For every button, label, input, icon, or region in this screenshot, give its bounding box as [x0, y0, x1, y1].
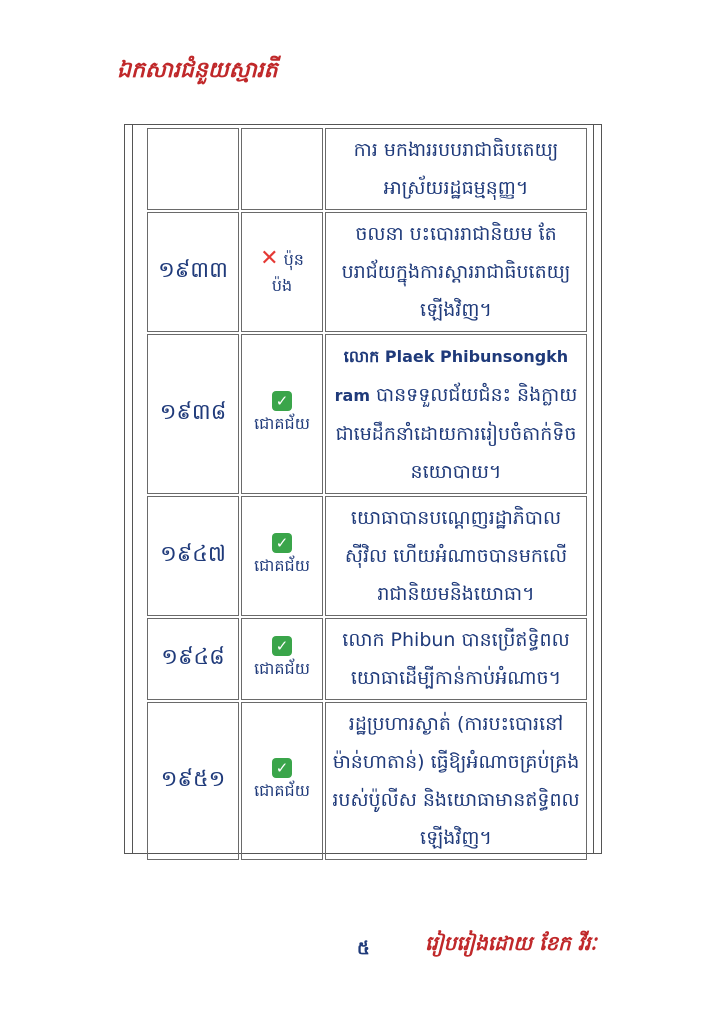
status-cell [241, 702, 323, 860]
year-cell: ១៩៥១ [147, 702, 239, 860]
description-text: បានទទួលជ័យជំនះ និងក្លាយជាមេដឹកនាំដោយការរៀបចំតាក់ទិចនយោបាយ។ [335, 384, 578, 483]
description-cell: ការ មកងាររបបរាជាធិបតេយ្យអាស្រ័យរដ្ឋធម្មនុញ្ញ។ [325, 128, 587, 210]
status-cell [241, 496, 323, 616]
status-label: ជោគជ័យ [254, 659, 310, 678]
status-label-line2: ប៉ង [271, 275, 293, 295]
year-cell: ១៩៤៨ [147, 618, 239, 700]
table-row [147, 618, 587, 700]
check-mark-icon: ✓ [272, 758, 292, 778]
table-row [147, 496, 587, 616]
status-cell [241, 618, 323, 700]
document-title: ឯកសារជំនួយស្មារតី [117, 57, 278, 83]
description-cell: យោធាបានបណ្តេញរដ្ឋាភិបាលស៊ីវិល ហើយអំណាចបានមកលើរាជានិយមនិងយោធា។ [325, 496, 587, 616]
status-cell [241, 334, 323, 494]
year-cell [147, 128, 239, 210]
frame-line-left [132, 124, 133, 854]
history-table [145, 126, 589, 862]
status-label: ជោគជ័យ [254, 556, 310, 575]
description-cell: ចលនា បះបោររាជានិយម តែបរាជ័យក្នុងការស្តាររាជាធិបតេយ្យឡើងវិញ។ [325, 212, 587, 332]
status-label: ជោគជ័យ [254, 781, 310, 800]
check-mark-icon: ✓ [272, 533, 292, 553]
year-cell: ១៩៤៧ [147, 496, 239, 616]
year-cell: ១៩៣៣ [147, 212, 239, 332]
description-cell: រដ្ឋប្រហារស្ងាត់ (ការបះបោរនៅម៉ាន់ហាតាន់) ធ្វើឱ្យអំណាចគ្រប់គ្រងរបស់ប៉ូលីស និងយោធាមានឥទ្ធិពលឡើងវិញ។ [325, 702, 587, 860]
status-cell [241, 212, 323, 332]
status-label: ប៉ុន [283, 249, 304, 269]
table-row [147, 702, 587, 860]
status-cell [241, 128, 323, 210]
check-mark-icon: ✓ [272, 391, 292, 411]
frame-line-right [593, 124, 594, 854]
year-cell: ១៩៣៨ [147, 334, 239, 494]
table-row [147, 212, 587, 332]
table-row [147, 334, 587, 494]
check-mark-icon: ✓ [272, 636, 292, 656]
page-number: ៥ [357, 938, 370, 959]
status-label: ជោគជ័យ [254, 414, 310, 433]
author-credit: រៀបរៀងដោយ ខែក វីរៈ [425, 931, 597, 955]
x-mark-icon: ✕ [260, 245, 279, 271]
description-bold-name: លោក Plaek Phibunsongkh ram [334, 347, 569, 405]
table-row [147, 128, 587, 210]
description-cell: លោក Phibun បានប្រើឥទ្ធិពលយោធាដើម្បីកាន់កាប់អំណាច។ [325, 618, 587, 700]
description-cell [325, 334, 587, 494]
